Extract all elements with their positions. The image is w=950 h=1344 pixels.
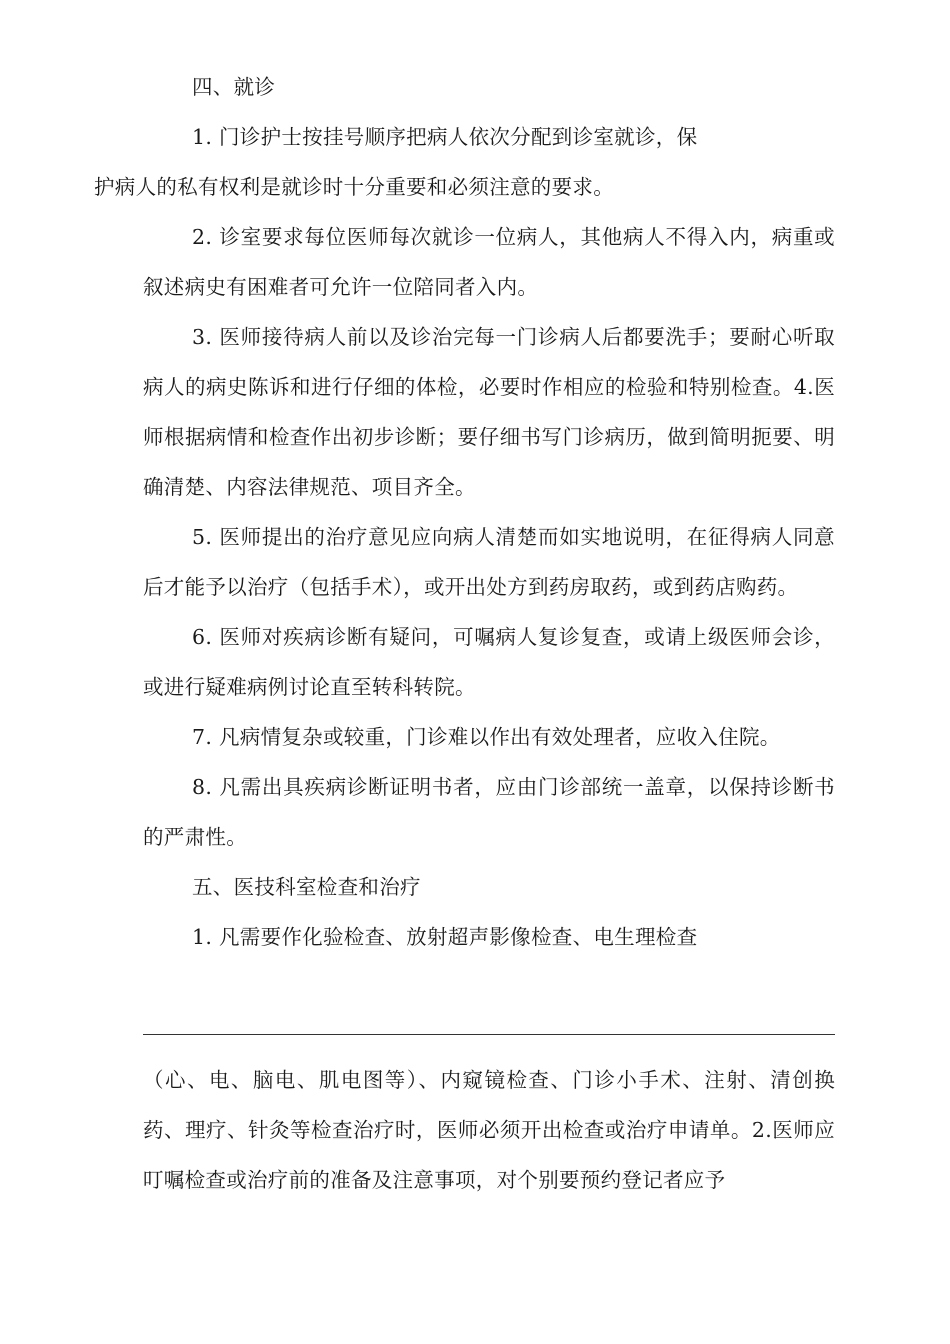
page-divider [143,1034,835,1035]
paragraph-item-1-line-2: 护病人的私有权利是就诊时十分重要和必须注意的要求。 [94,175,614,199]
page-lower [143,1055,835,1205]
paragraph-section5-item-1-continued: （心、电、脑电、肌电图等）、内窥镜检查、门诊小手术、注射、清创换药、理疗、针灸等检查治疗时，医师必须开出检查或治疗申请单。2.医师应叮嘱检查或治疗前的准备及注意事项，对个别要预约登记者应予 [143,1068,835,1192]
paragraph-item-2: 2. 诊室要求每位医师每次就诊一位病人，其他病人不得入内，病重或叙述病史有困难者可允许一位陪同者入内。 [143,225,835,299]
paragraph-item-1-line-1: 1. 门诊护士按挂号顺序把病人依次分配到诊室就诊，保 [192,125,698,149]
section-heading-4: 四、就诊 [192,75,276,99]
paragraph-section5-item-1-start: 1. 凡需要作化验检查、放射超声影像检查、电生理检查 [192,925,698,949]
page-upper [94,62,835,962]
section-heading-5: 五、医技科室检查和治疗 [192,875,421,899]
paragraph-item-5: 5. 医师提出的治疗意见应向病人清楚而如实地说明，在征得病人同意后才能予以治疗（包括手术），或开出处方到药房取药，或到药店购药。 [143,525,835,599]
paragraph-item-7: 7. 凡病情复杂或较重，门诊难以作出有效处理者，应收入住院。 [192,725,781,749]
paragraph-item-6: 6. 医师对疾病诊断有疑问，可嘱病人复诊复查，或请上级医师会诊，或进行疑难病例讨论直至转科转院。 [143,625,835,699]
paragraph-item-1 [94,112,835,212]
paragraph-item-8: 8. 凡需出具疾病诊断证明书者，应由门诊部统一盖章，以保持诊断书的严肃性。 [143,775,835,849]
paragraph-item-3: 3. 医师接待病人前以及诊治完每一门诊病人后都要洗手；要耐心听取病人的病史陈诉和进行仔细的体检，必要时作相应的检验和特别检查。4.医师根据病情和检查作出初步诊断；要仔细书写门诊病历，做到简明扼要、明确清楚、内容法律规范、项目齐全。 [143,325,835,499]
